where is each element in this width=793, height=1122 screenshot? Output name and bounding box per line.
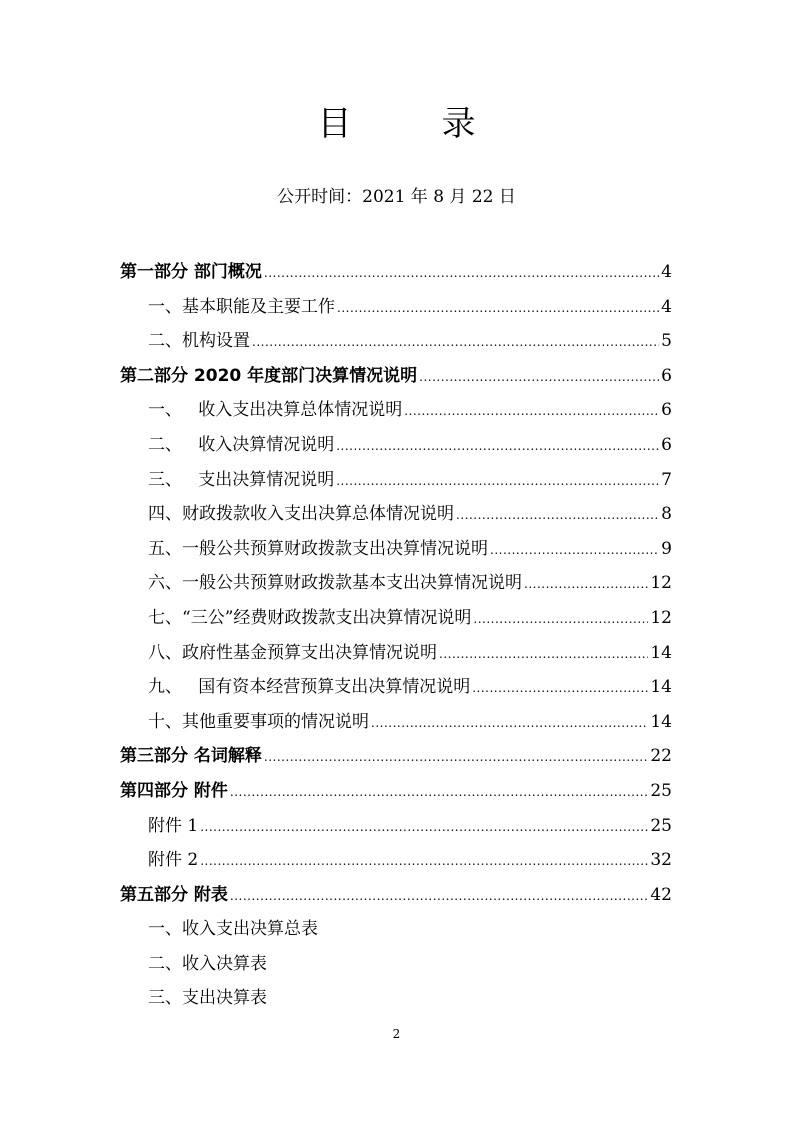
dot-leader — [473, 602, 648, 637]
toc-entry-label: 二、 收入决算情况说明 — [148, 434, 335, 455]
toc-entry[interactable] — [120, 428, 672, 463]
toc-entry-label: 第三部分 名词解释 — [120, 746, 262, 767]
toc-entry-label: 九、 国有资本经营预算支出决算情况说明 — [148, 677, 471, 698]
toc-entry[interactable] — [120, 670, 672, 705]
toc-entry[interactable] — [120, 636, 672, 671]
toc-entry[interactable] — [120, 705, 672, 740]
toc-entry-page: 12 — [650, 573, 672, 594]
dot-leader — [230, 879, 648, 914]
toc-entry-page: 14 — [650, 677, 672, 698]
dot-leader — [490, 533, 659, 568]
page-title: 目 录 — [317, 104, 504, 144]
dot-leader — [404, 394, 659, 429]
toc-entry-page: 4 — [661, 296, 672, 317]
toc-entry-label: 三、 支出决算情况说明 — [148, 469, 335, 490]
toc-entry[interactable] — [120, 532, 672, 567]
toc-entry-label: 二、收入决算表 — [148, 953, 267, 974]
dot-leader — [230, 775, 648, 810]
toc-entry-label: 第五部分 附表 — [120, 884, 228, 905]
toc-entry[interactable] — [120, 912, 672, 947]
table-of-contents — [120, 255, 672, 1016]
dot-leader — [456, 498, 659, 533]
toc-entry-label: 四、财政拨款收入支出决算总体情况说明 — [148, 504, 454, 525]
toc-entry-label: 一、收入支出决算总表 — [148, 919, 318, 940]
toc-entry-label: 八、政府性基金预算支出决算情况说明 — [148, 642, 437, 663]
toc-entry[interactable] — [120, 601, 672, 636]
toc-entry[interactable] — [120, 739, 672, 774]
toc-entry[interactable] — [120, 809, 672, 844]
toc-entry-label: 第二部分 2020 年度部门决算情况说明 — [120, 365, 418, 386]
toc-entry[interactable] — [120, 463, 672, 498]
dot-leader — [524, 567, 648, 602]
dot-leader — [264, 740, 648, 775]
toc-entry-page: 42 — [650, 884, 672, 905]
toc-entry[interactable] — [120, 359, 672, 394]
toc-entry-label: 第一部分 部门概况 — [120, 262, 262, 282]
dot-leader — [371, 706, 648, 741]
dot-leader — [472, 671, 648, 706]
toc-entry[interactable] — [120, 947, 672, 982]
toc-entry[interactable] — [120, 566, 672, 601]
toc-entry-page: 4 — [661, 262, 672, 282]
toc-entry-page: 8 — [661, 504, 672, 525]
page-number: 2 — [392, 1027, 401, 1041]
toc-entry-page: 6 — [661, 365, 672, 386]
toc-entry-page: 32 — [650, 850, 672, 871]
dot-leader — [419, 360, 659, 395]
dot-leader — [336, 429, 659, 464]
toc-entry-page: 12 — [650, 607, 672, 628]
toc-entry-label: 五、一般公共预算财政拨款支出决算情况说明 — [148, 538, 488, 559]
toc-entry[interactable] — [120, 290, 672, 325]
toc-entry[interactable] — [120, 774, 672, 809]
toc-entry-label: 第四部分 附件 — [120, 780, 228, 801]
toc-entry[interactable] — [120, 981, 672, 1016]
toc-entry-page: 6 — [661, 400, 672, 421]
toc-entry-label: 附件 1 — [148, 815, 199, 836]
toc-entry-page: 9 — [661, 538, 672, 559]
toc-entry-page: 25 — [650, 815, 672, 836]
dot-leader — [336, 464, 659, 499]
toc-entry-page: 6 — [661, 434, 672, 455]
toc-entry-page: 7 — [661, 469, 672, 490]
dot-leader — [252, 325, 659, 360]
toc-entry-page: 25 — [650, 780, 672, 801]
toc-entry-label: 二、机构设置 — [148, 331, 250, 352]
toc-entry-label: 附件 2 — [148, 850, 199, 871]
toc-entry[interactable] — [120, 878, 672, 913]
toc-entry-label: 三、支出决算表 — [148, 988, 267, 1009]
toc-entry-page: 5 — [661, 331, 672, 352]
dot-leader — [200, 810, 648, 845]
toc-entry[interactable] — [120, 497, 672, 532]
toc-entry-label: 七、“三公”经费财政拨款支出决算情况说明 — [148, 607, 472, 628]
dot-leader — [337, 291, 659, 326]
toc-entry-label: 十、其他重要事项的情况说明 — [148, 711, 369, 732]
toc-entry[interactable] — [120, 324, 672, 359]
toc-entry[interactable] — [120, 255, 672, 290]
toc-entry-label: 一、基本职能及主要工作 — [148, 296, 335, 317]
toc-entry[interactable] — [120, 393, 672, 428]
toc-entry-label: 一、 收入支出决算总体情况说明 — [148, 400, 403, 421]
publish-date: 公开时间：2021 年 8 月 22 日 — [277, 187, 516, 207]
toc-entry-label: 六、一般公共预算财政拨款基本支出决算情况说明 — [148, 573, 522, 594]
toc-entry-page: 14 — [650, 642, 672, 663]
dot-leader — [439, 637, 648, 672]
toc-entry-page: 14 — [650, 711, 672, 732]
toc-entry-page: 22 — [650, 746, 672, 767]
toc-entry[interactable] — [120, 843, 672, 878]
dot-leader — [264, 256, 659, 291]
dot-leader — [200, 844, 648, 879]
